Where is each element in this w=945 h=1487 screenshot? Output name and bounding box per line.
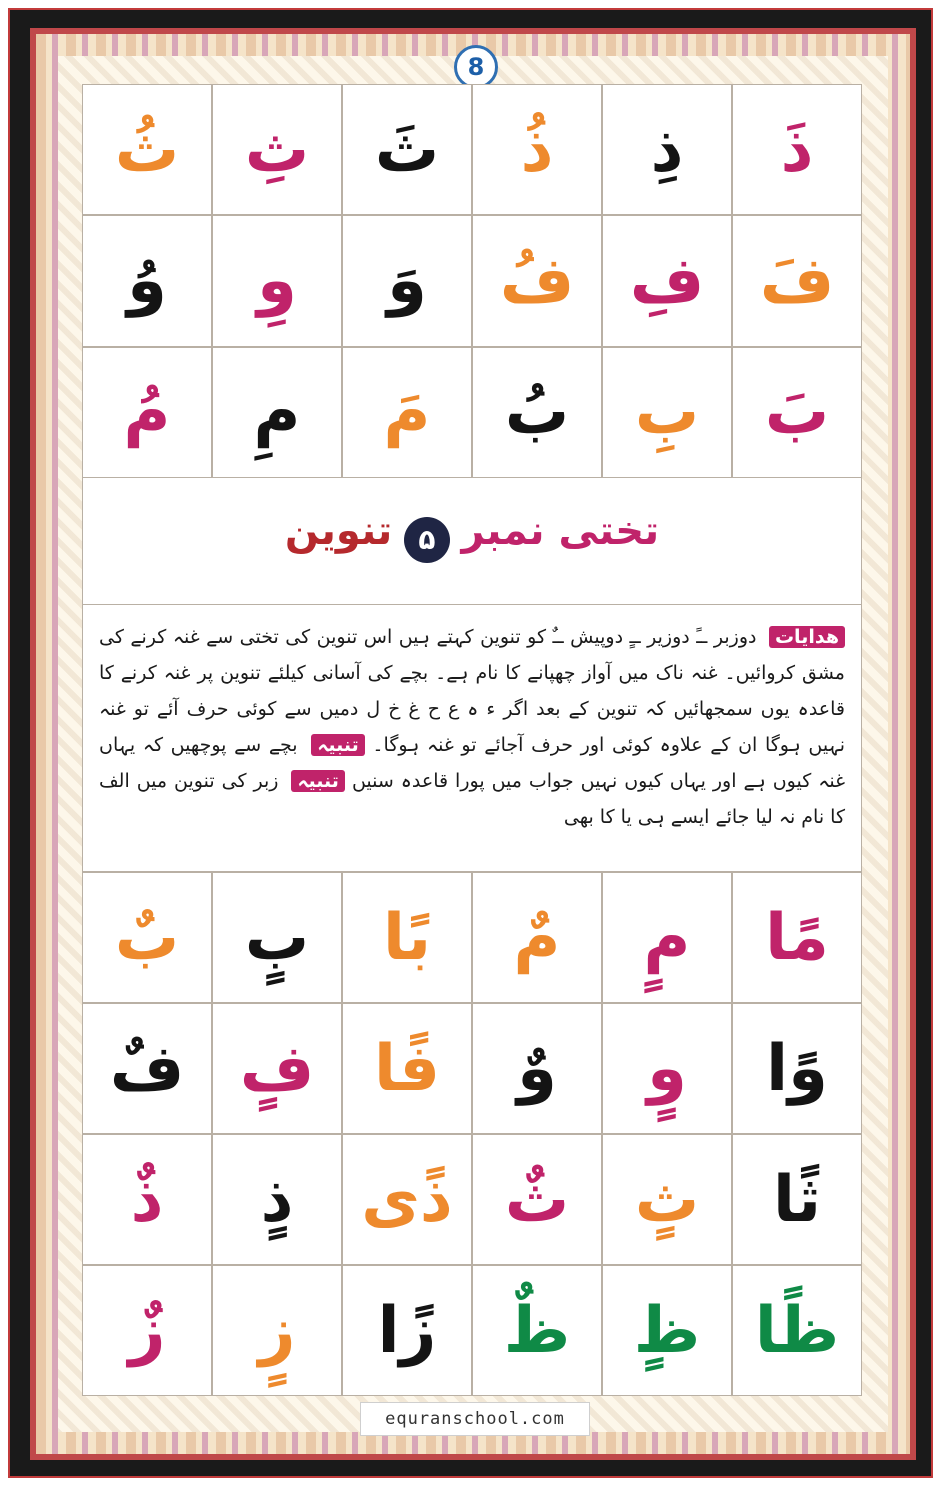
letter-cell: مُ [82, 347, 212, 478]
letter-cell: زٍ [212, 1265, 342, 1396]
page-number-badge: 8 [454, 45, 498, 89]
letters-grid-bottom [82, 872, 862, 1396]
warning-text: بچے سے پوچھیں کہ یہاں غنہ کیوں ہے اور یہاں کیوں نہیں جواب میں پورا قاعدہ سنیں [99, 734, 846, 792]
lesson-title [83, 508, 861, 563]
letter-cell: ذًى [342, 1134, 472, 1265]
letter-cell: بِ [602, 347, 732, 478]
letter-cell: وِ [212, 215, 342, 346]
letter-cell: ذَ [732, 84, 862, 215]
letter-cell: بٌ [82, 872, 212, 1003]
lesson-title-main: تختی نمبر [461, 508, 660, 554]
letter-cell: فًا [342, 1003, 472, 1134]
letter-cell: ثٍ [602, 1134, 732, 1265]
letter-cell: ذُ [472, 84, 602, 215]
letter-cell: وٍ [602, 1003, 732, 1134]
letter-cell: فٌ [82, 1003, 212, 1134]
instructions-text: دوزبر ــً دوزیر ــٍ دوپیش ــٌ کو تنوین کہتے ہیں اس تنوین کی تختی سے غنہ کرنے کی مشق کروائیں۔ غنہ ناک میں آواز چھپانے کا نام ہے۔ بچے کی آسانی کیلئے تنوین پر غنہ کرنے کا قاعدہ یوں سمجھائیں کہ تنوین کے بعد اگر ء ہ ع ح غ خ ل دمیں سے کوئی حرف آئے تو غنہ نہیں ہوگا ان کے علاوہ کوئی اور حرف آجائے تو غنہ ہوگا۔ [99, 626, 846, 756]
letter-cell: فُ [472, 215, 602, 346]
letter-cell: وَ [342, 215, 472, 346]
letter-cell: بَ [732, 347, 862, 478]
letter-cell: بُ [472, 347, 602, 478]
letter-cell: ظٌ [472, 1265, 602, 1396]
letter-cell: مٌ [472, 872, 602, 1003]
letter-cell: زٌ [82, 1265, 212, 1396]
instructions-label: ھدایات [769, 626, 845, 648]
letter-cell: فٍ [212, 1003, 342, 1134]
letter-cell: فِ [602, 215, 732, 346]
letter-cell: وٌ [472, 1003, 602, 1134]
letter-cell: ظٍ [602, 1265, 732, 1396]
letter-cell: مًا [732, 872, 862, 1003]
letter-cell: ظًا [732, 1265, 862, 1396]
letter-cell: ثِ [212, 84, 342, 215]
letter-cell: ذٍ [212, 1134, 342, 1265]
letter-cell: ثَ [342, 84, 472, 215]
letters-grid-top [82, 84, 862, 478]
letter-cell: بٍ [212, 872, 342, 1003]
letter-cell: ذِ [602, 84, 732, 215]
letter-cell: ثٌ [472, 1134, 602, 1265]
warning-label: تنبیہ [311, 734, 365, 756]
instructions-box [82, 604, 862, 872]
letter-cell: ثُ [82, 84, 212, 215]
website-watermark: equranschool.com [360, 1402, 590, 1436]
letter-cell: ذٌ [82, 1134, 212, 1265]
letter-cell: ثًا [732, 1134, 862, 1265]
letter-cell: مَ [342, 347, 472, 478]
lesson-number-badge: ۵ [404, 517, 450, 563]
instructions-paragraph [99, 619, 845, 835]
lesson-title-band [82, 478, 862, 604]
letter-cell: زًا [342, 1265, 472, 1396]
letter-cell: بًا [342, 872, 472, 1003]
letter-cell: فَ [732, 215, 862, 346]
warning-label-2: تنبیہ [291, 770, 345, 792]
letter-cell: مٍ [602, 872, 732, 1003]
warning-text-2: زبر کی تنوین میں الف کا نام نہ لیا جائے ایسے ہی یا کا بھی [99, 770, 845, 828]
lesson-title-sub: تنوین [284, 508, 393, 554]
letter-cell: وُ [82, 215, 212, 346]
letter-cell: وًا [732, 1003, 862, 1134]
letter-cell: مِ [212, 347, 342, 478]
